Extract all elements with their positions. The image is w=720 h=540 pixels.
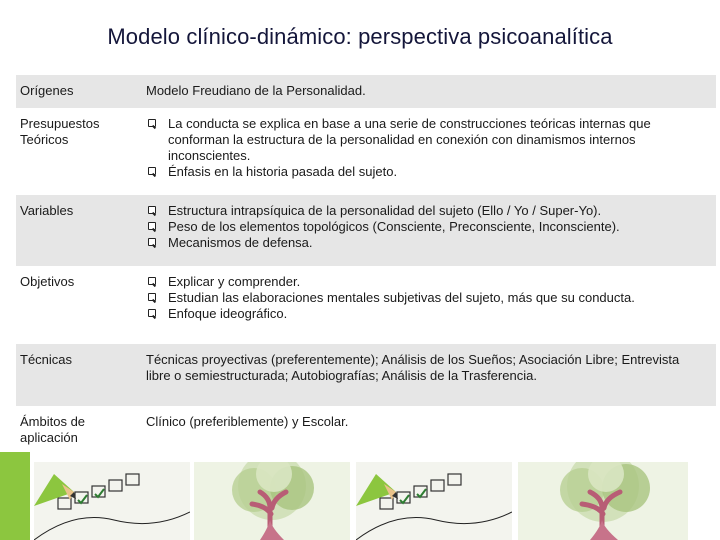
table-row-tecnicas [16,344,716,406]
row-label: Variables [20,203,74,218]
row-label: Objetivos [20,274,75,289]
bullet-item: Mecanismos de defensa. [146,235,706,251]
tree-icon [518,462,688,540]
table-row-ambitos [16,406,716,452]
checkbox-bullet-icon [148,277,156,285]
bullet-item: Peso de los elementos topológicos (Consciente, Preconsciente, Inconsciente). [146,219,706,235]
row-label: Presupuestos Teóricos [20,116,100,147]
bullet-list [146,203,706,251]
row-text: Modelo Freudiano de la Personalidad. [146,83,366,98]
pencil-checklist-icon [34,462,190,540]
bullet-item: Estructura intrapsíquica de la personalidad del sujeto (Ello / Yo / Super-Yo). [146,203,706,219]
bullet-item: Énfasis en la historia pasada del sujeto. [146,164,706,180]
checkbox-bullet-icon [148,167,156,175]
slide-title: Modelo clínico-dinámico: perspectiva psicoanalítica [107,24,613,49]
bullet-item: La conducta se explica en base a una serie de construcciones teóricas internas que conforman la estructura de la personalidad en conexión con dinamismos internos inconscientes. [146,116,706,164]
green-accent-bar [0,452,30,540]
bullet-item: Estudian las elaboraciones mentales subjetivas del sujeto, más que su conducta. [146,290,706,306]
row-content [146,274,706,322]
checkbox-bullet-icon [148,119,156,127]
checkbox-bullet-icon [148,238,156,246]
row-content [146,116,706,180]
table-row-presupuestos [16,108,716,195]
pencil-checklist-icon [356,462,512,540]
row-content [146,203,706,251]
bullet-item: Enfoque ideográfico. [146,306,706,322]
row-label: Ámbitos de aplicación [20,414,86,445]
row-content [146,414,706,430]
row-content [146,352,706,384]
row-label: Técnicas [20,352,73,367]
bullet-item: Explicar y comprender. [146,274,706,290]
checkbox-bullet-icon [148,309,156,317]
row-content [146,83,706,99]
tree-icon [194,462,350,540]
checkbox-bullet-icon [148,222,156,230]
table-row-origenes [16,75,716,108]
table-row-objetivos [16,266,716,344]
bullet-list [146,116,706,180]
row-text: Técnicas proyectivas (preferentemente); Análisis de los Sueños; Asociación Libre; Entrevista libre o semiestructurada; Autobiografías; Análisis de la Trasferencia. [146,352,680,383]
row-label: Orígenes [20,83,74,98]
checkbox-bullet-icon [148,293,156,301]
bullet-list [146,274,706,322]
row-text: Clínico (preferiblemente) y Escolar. [146,414,349,429]
checkbox-bullet-icon [148,206,156,214]
table-row-variables [16,195,716,266]
footer-decoration [0,452,720,540]
